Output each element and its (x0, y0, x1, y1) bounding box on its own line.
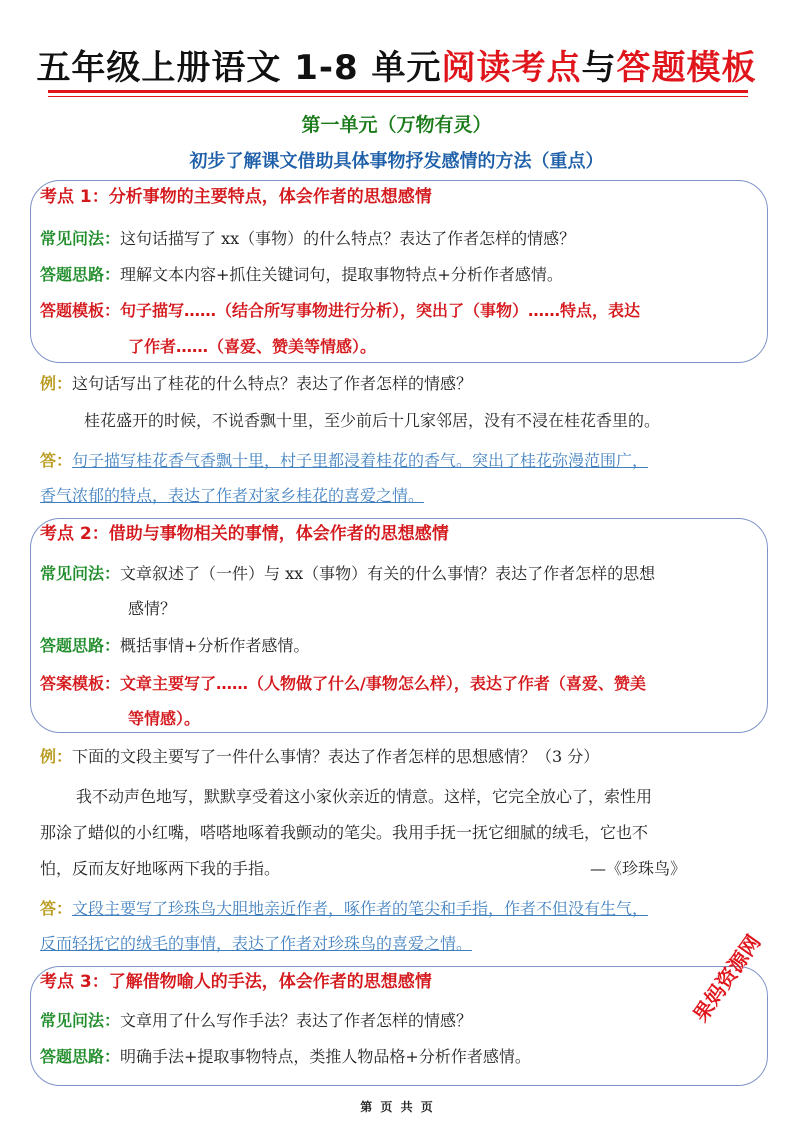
ex1-label: 例： (40, 374, 73, 393)
kp1-idea-text: 理解文本内容+抓住关键词句，提取事物特点+分析作者感情。 (120, 265, 563, 284)
kp2-question-label: 常见问法： (40, 564, 121, 583)
ex2-source: —《珍珠鸟》 (590, 859, 687, 878)
title-underline-thick (48, 90, 748, 93)
ex1-answer-line-1: 句子描写桂花香气香飘十里，村子里都浸着桂花的香气。突出了桂花弥漫范围广， (72, 451, 649, 470)
ex1-question: 这句话写出了桂花的什么特点？表达了作者怎样的情感？ (72, 374, 473, 393)
ex1-passage: 桂花盛开的时候，不说香飘十里，至少前后十几家邻居，没有不浸在桂花香里的。 (84, 411, 661, 430)
kp2-box (30, 518, 768, 733)
ex1-answer-line-2: 香气浓郁的特点，表达了作者对家乡桂花的喜爱之情。 (40, 486, 425, 505)
ex2-label: 例： (40, 747, 73, 766)
kp2-idea-row (40, 635, 309, 657)
unit-title: 第一单元（万物有灵） (301, 114, 492, 136)
kp2-idea-label: 答题思路： (40, 636, 121, 655)
kp1-idea-row (40, 264, 563, 286)
kp3-idea-label: 答题思路： (40, 1047, 121, 1066)
ex1-question-row (40, 373, 472, 395)
kp1-idea-label: 答题思路： (40, 265, 121, 284)
kp1-template-line-2: 了作者……（喜爱、赞美等情感）。 (128, 337, 377, 356)
ex2-question: 下面的文段主要写了一件什么事情？表达了作者怎样的思想感情？（3 分） (72, 747, 600, 766)
kp2-question-row (40, 563, 655, 585)
ex2-answer-line-2: 反而轻抚它的绒毛的事情，表达了作者对珍珠鸟的喜爱之情。 (40, 934, 473, 953)
kp1-question-text: 这句话描写了 xx（事物）的什么特点？表达了作者怎样的情感？ (120, 229, 576, 248)
title-part-3: 与 (581, 48, 617, 88)
title-part-4: 答题模板 (616, 48, 757, 88)
kp3-question-row (40, 1010, 472, 1032)
kp2-template-line-2: 等情感）。 (128, 709, 201, 728)
kp2-question-line-1: 文章叙述了（一件）与 xx（事物）有关的什么事情？表达了作者怎样的思想 (120, 564, 656, 583)
kp3-idea-text: 明确手法+提取事物特点，类推人物品格+分析作者感情。 (120, 1047, 531, 1066)
ex2-passage-line-1: 我不动声色地写，默默享受着这小家伙亲近的情意。这样，它完全放心了，索性用 (76, 787, 653, 806)
kp1-template-row (40, 300, 640, 322)
kp3-heading: 考点 3：了解借物喻人的手法，体会作者的思想感情 (40, 972, 432, 992)
title-part-2: 阅读考点 (441, 48, 582, 88)
kp1-question-label: 常见问法： (40, 229, 121, 248)
kp2-heading: 考点 2：借助与事物相关的事情，体会作者的思想感情 (40, 524, 449, 544)
kp3-question-label: 常见问法： (40, 1011, 121, 1030)
ex2-question-row (40, 746, 599, 768)
ex2-passage-line-2: 那涂了蜡似的小红嘴，嗒嗒地啄着我颤动的笔尖。我用手抚一抚它细腻的绒毛，它也不 (40, 823, 649, 842)
page-title (0, 40, 793, 89)
title-part-1: 五年级上册语文 1-8 单元 (36, 48, 442, 88)
page-footer: 第 页 共 页 (360, 1100, 433, 1114)
kp2-template-label: 答案模板： (40, 674, 121, 693)
kp1-template-label: 答题模板： (40, 301, 121, 320)
kp2-question-line-2: 感情？ (128, 599, 177, 618)
kp2-idea-text: 概括事情+分析作者感情。 (120, 636, 310, 655)
kp1-template-line-1: 句子描写……（结合所写事物进行分析），突出了（事物）……特点，表达 (120, 301, 641, 320)
kp2-template-line-1: 文章主要写了……（人物做了什么/事物怎么样），表达了作者（喜爱、赞美 (120, 674, 646, 693)
title-underline-thin (48, 96, 748, 97)
ex2-answer-row (40, 898, 648, 920)
kp2-template-row (40, 673, 646, 695)
ex1-answer-label: 答： (40, 451, 73, 470)
unit-subtitle: 初步了解课文借助具体事物抒发感情的方法（重点） (189, 151, 604, 172)
ex1-answer-row (40, 450, 648, 472)
ex2-answer-label: 答： (40, 899, 73, 918)
ex2-passage-line-3: 怕，反而友好地啄两下我的手指。 (40, 859, 281, 878)
site-watermark: 果妈资源网 (688, 930, 766, 1027)
kp1-question-row (40, 228, 575, 250)
kp3-question-text: 文章用了什么写作手法？表达了作者怎样的情感？ (120, 1011, 473, 1030)
ex2-answer-line-1: 文段主要写了珍珠鸟大胆地亲近作者，啄作者的笔尖和手指，作者不但没有生气， (72, 899, 649, 918)
kp1-heading: 考点 1：分析事物的主要特点，体会作者的思想感情 (40, 187, 432, 207)
kp3-idea-row (40, 1046, 531, 1068)
